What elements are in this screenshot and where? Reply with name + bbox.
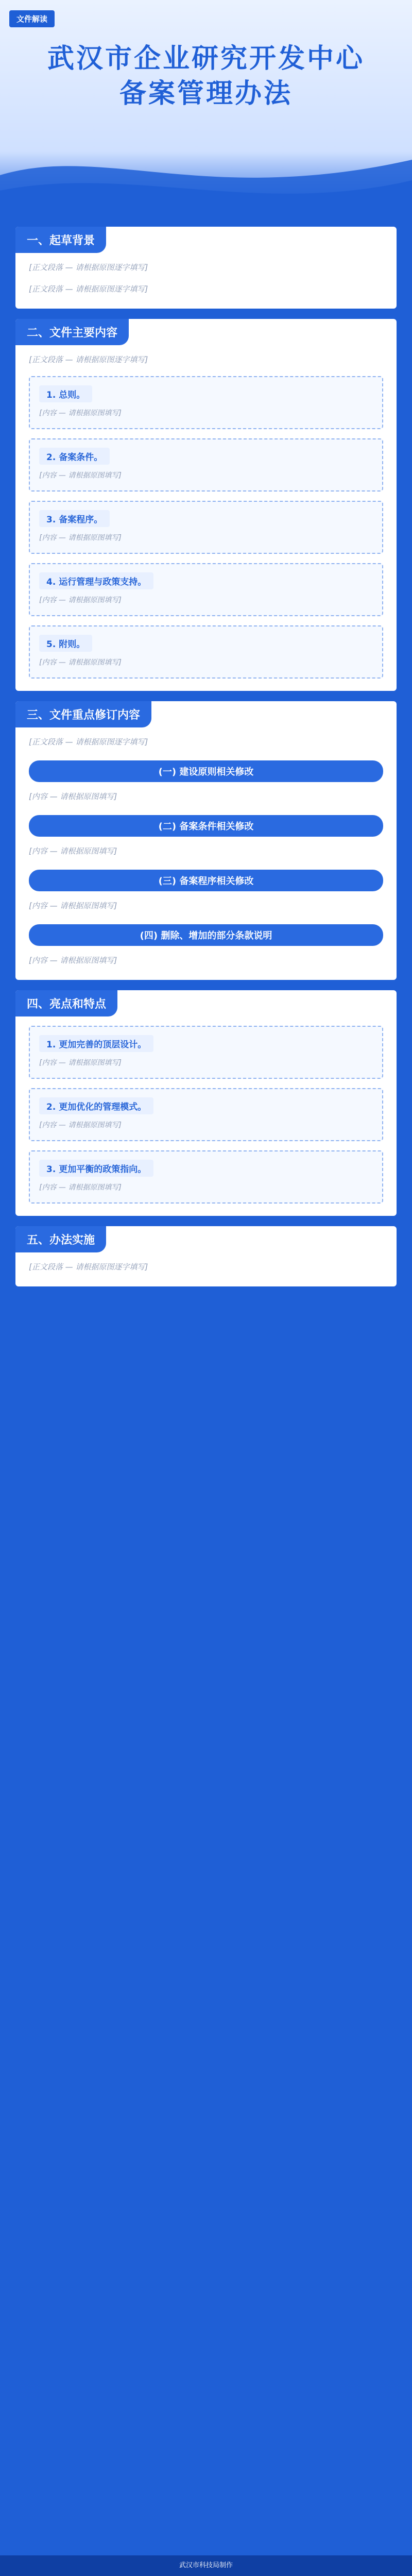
- section-heading: 一、起草背景: [15, 227, 106, 253]
- wave-decoration: [0, 113, 412, 216]
- box-label: 1. 总则。: [39, 385, 92, 402]
- content-box: [29, 1088, 383, 1141]
- sub-banner: (三) 备案程序相关修改: [29, 870, 383, 891]
- content-box: [29, 438, 383, 492]
- box-text: [内容 — 请根据原图填写]: [39, 1121, 122, 1129]
- box-text: [内容 — 请根据原图填写]: [39, 1059, 122, 1067]
- sub-text: [内容 — 请根据原图填写]: [29, 846, 117, 856]
- content-area: [0, 227, 412, 1286]
- box-label: 1. 更加完善的顶层设计。: [39, 1035, 153, 1052]
- box-text: [内容 — 请根据原图填写]: [39, 471, 122, 480]
- section-heading: 四、亮点和特点: [15, 990, 117, 1016]
- sub-banner: (四) 删除、增加的部分条款说明: [29, 924, 383, 946]
- sub-banner: (一) 建设原则相关修改: [29, 760, 383, 782]
- box-label: 3. 备案程序。: [39, 510, 110, 527]
- section-4: [15, 990, 397, 1216]
- section-3: [15, 701, 397, 980]
- sub-banner: (二) 备案条件相关修改: [29, 815, 383, 837]
- sub-text: [内容 — 请根据原图填写]: [29, 792, 117, 801]
- sub-text: [内容 — 请根据原图填写]: [29, 956, 117, 965]
- paragraph: [正文段落 — 请根据原图逐字填写]: [29, 355, 148, 364]
- section-heading: 三、文件重点修订内容: [15, 701, 151, 727]
- section-2: [15, 319, 397, 691]
- box-text: [内容 — 请根据原图填写]: [39, 596, 122, 604]
- section-1: [15, 227, 397, 309]
- paragraph: [正文段落 — 请根据原图逐字填写]: [29, 737, 148, 747]
- paragraph: [正文段落 — 请根据原图逐字填写]: [29, 1262, 148, 1272]
- box-label: 2. 备案条件。: [39, 448, 110, 465]
- box-text: [内容 — 请根据原图填写]: [39, 658, 122, 667]
- doc-tag: 文件解读: [9, 10, 55, 27]
- content-box: [29, 1026, 383, 1079]
- paragraph: [正文段落 — 请根据原图逐字填写]: [29, 263, 148, 272]
- paragraph: [正文段落 — 请根据原图逐字填写]: [29, 284, 148, 294]
- footer: 武汉市科技局制作: [0, 2555, 412, 2576]
- sub-text: [内容 — 请根据原图填写]: [29, 901, 117, 910]
- content-box: [29, 1150, 383, 1204]
- box-label: 2. 更加优化的管理模式。: [39, 1097, 153, 1114]
- section-5: [15, 1226, 397, 1286]
- box-text: [内容 — 请根据原图填写]: [39, 1183, 122, 1192]
- content-box: [29, 376, 383, 429]
- box-text: [内容 — 请根据原图填写]: [39, 409, 122, 417]
- hero-banner: [0, 0, 412, 216]
- content-box: [29, 563, 383, 616]
- box-label: 3. 更加平衡的政策指向。: [39, 1160, 153, 1177]
- title-line-2: 备案管理办法: [119, 78, 293, 109]
- content-box: [29, 501, 383, 554]
- box-text: [内容 — 请根据原图填写]: [39, 534, 122, 542]
- section-heading: 五、办法实施: [15, 1226, 106, 1252]
- page-title: [0, 41, 412, 111]
- content-box: [29, 625, 383, 679]
- title-line-1: 武汉市企业研究开发中心: [47, 43, 365, 74]
- section-heading: 二、文件主要内容: [15, 319, 129, 345]
- box-label: 5. 附则。: [39, 635, 92, 652]
- box-label: 4. 运行管理与政策支持。: [39, 572, 153, 589]
